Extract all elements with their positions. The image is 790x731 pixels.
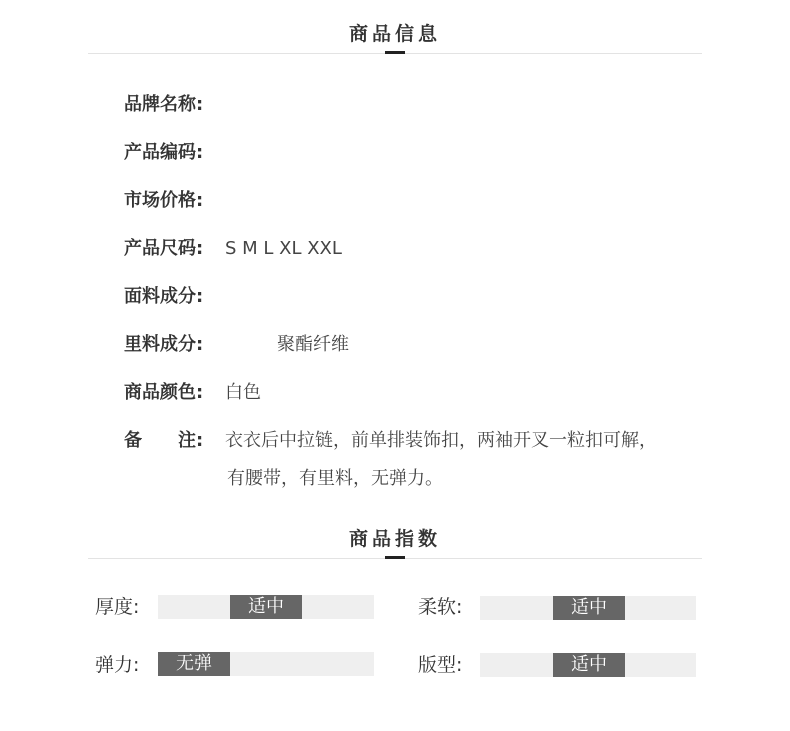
index-chip-thickness: 适中 [230,595,302,619]
info-label: 里料成分: [124,334,204,355]
info-label: 商品颜色: [124,382,204,403]
index-chip-softness: 适中 [553,596,625,620]
index-track-softness [480,596,696,620]
info-label: 产品编码: [124,142,204,163]
info-label: 品牌名称: [124,94,204,115]
section-marker [385,556,405,559]
info-label: 市场价格: [124,190,204,211]
index-track-elasticity [158,652,374,676]
remark-label: 备 注: [124,430,204,451]
index-chip-fit: 适中 [553,653,625,677]
section-title-index: 商品指数 [348,528,441,550]
index-track-thickness [158,595,374,619]
section-marker [385,51,405,54]
index-chip-elasticity: 无弹 [158,652,230,676]
remark-text-line2: 有腰带，有里料，无弹力。 [227,468,443,489]
info-value: S M L XL XXL [225,238,342,259]
info-value: 白色 [225,382,261,403]
remark-text-line1: 衣衣后中拉链，前单排装饰扣，两袖开叉一粒扣可解， [225,430,657,451]
info-label: 面料成分: [124,286,204,307]
index-label-softness: 柔软: [418,596,463,618]
info-label: 产品尺码: [124,238,204,259]
index-label-fit: 版型: [418,654,463,676]
section-title-info: 商品信息 [348,23,441,45]
info-value: 聚酯纤维 [277,334,349,355]
index-label-elasticity: 弹力: [95,654,140,676]
index-label-thickness: 厚度: [95,596,140,618]
index-track-fit [480,653,696,677]
